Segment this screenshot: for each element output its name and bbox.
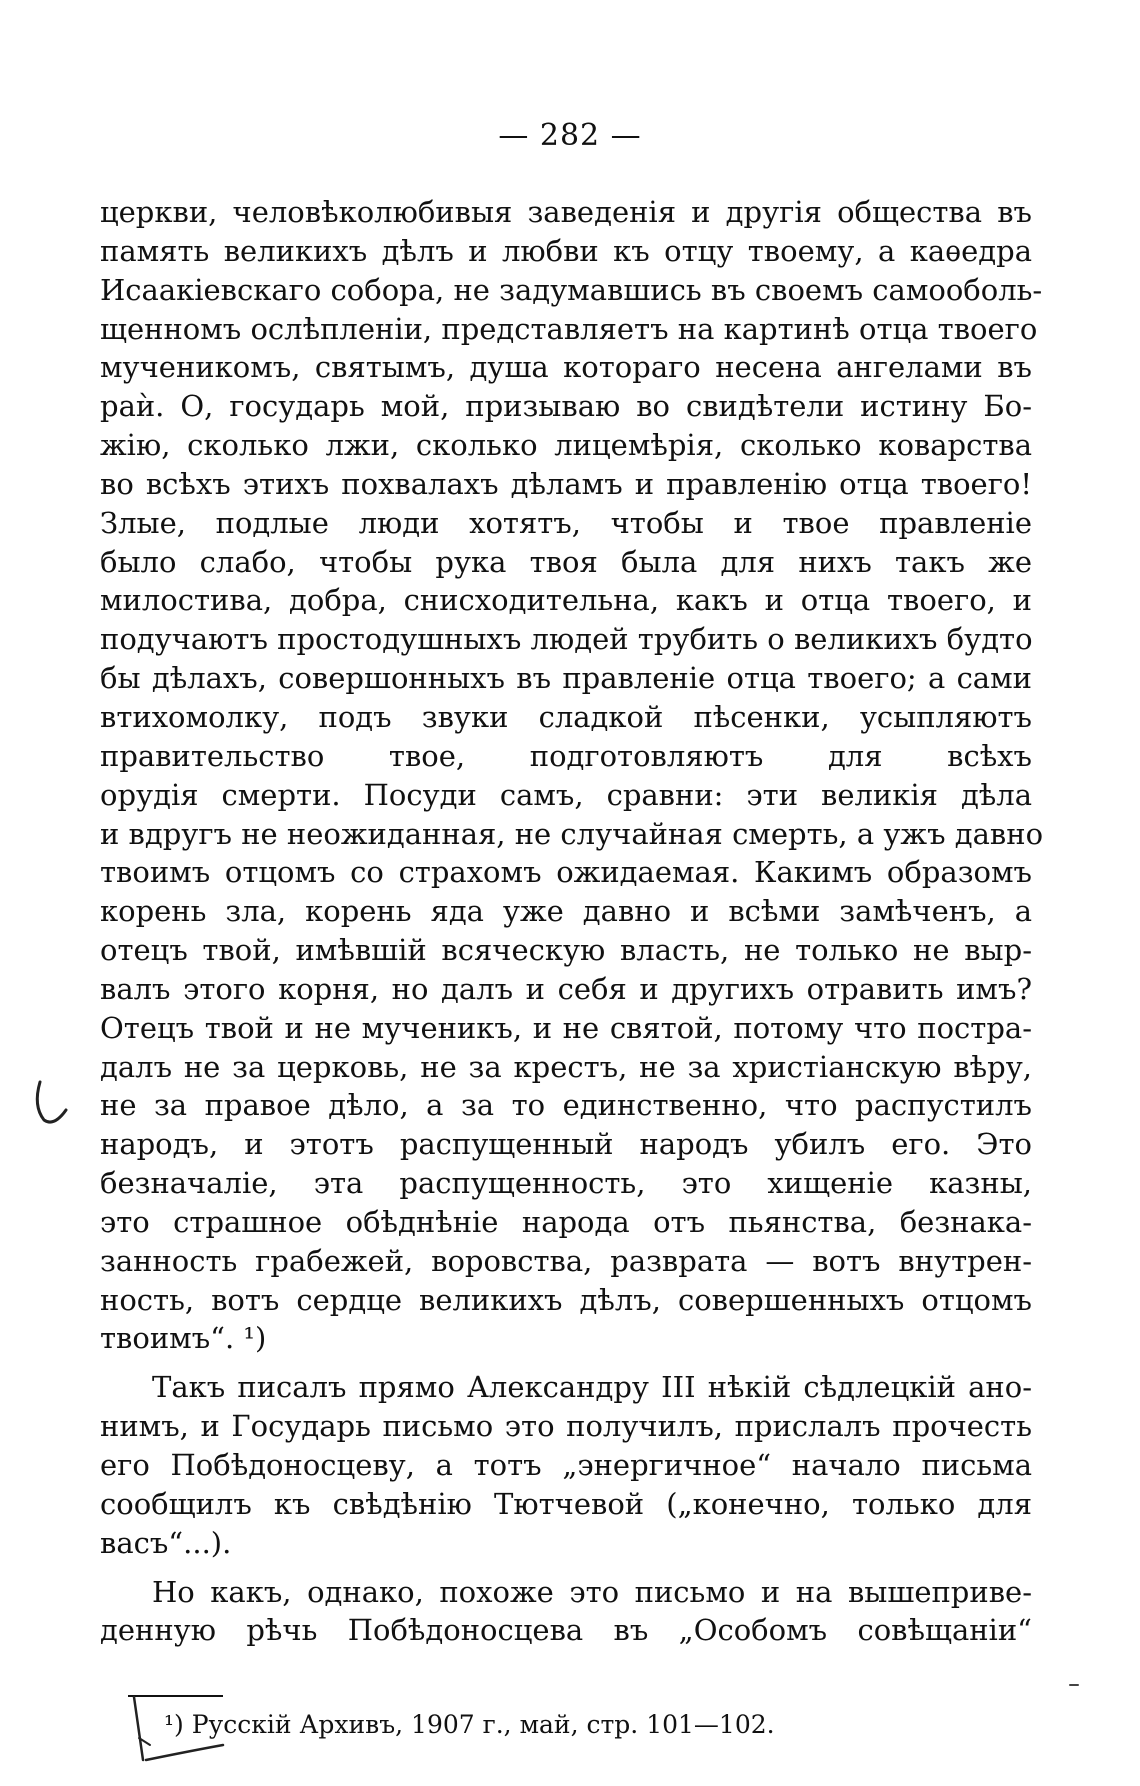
paragraph-2: [100, 1368, 1032, 1562]
text-line: бы дѣлахъ, совершонныхъ въ правленіе отца твоего; а сами: [100, 661, 1032, 696]
text-line: втихомолку, подъ звуки сладкой пѣсенки, усыпляютъ: [100, 699, 1032, 734]
text-line: ность, вотъ сердце великихъ дѣлъ, совершенныхъ отцомъ: [100, 1282, 1032, 1317]
text-line: занность грабежей, воровства, разврата — вотъ внутрен-: [100, 1243, 1032, 1278]
body-text: [100, 193, 1044, 1650]
text-line: отецъ твой, имѣвшій всяческую власть, не только не выр-: [100, 933, 1032, 968]
text-line: его Побѣдоносцеву, а тотъ „энергичное“ начало письма: [100, 1448, 1032, 1482]
text-line: подучаютъ простодушныхъ людей трубить о великихъ будто: [100, 622, 1033, 657]
paragraph-1: [100, 193, 1044, 1358]
text-line: и вдругъ не неожиданная, не случайная смерть, а ужъ давно: [100, 816, 1044, 851]
text-line: Но какъ, однако, похоже это письмо и на вышеприве-: [152, 1574, 1032, 1609]
text-line: это страшное обѣднѣніе народа отъ пьянства, безнака-: [100, 1204, 1032, 1239]
text-line: Злые, подлые люди хотятъ, чтобы и твое правленіе: [100, 505, 1032, 540]
text-line: мученикомъ, святымъ, душа котораго несена ангелами въ: [100, 350, 1032, 385]
text-line: сообщилъ къ свѣдѣнію Тютчевой („конечно, только для: [100, 1486, 1032, 1521]
text-line: корень зла, корень яда уже давно и всѣми замѣченъ, а: [100, 894, 1032, 929]
text-line: не за правое дѣло, а за то единственно, что распустилъ: [100, 1088, 1032, 1123]
text-line: орудія смерти. Посуди самъ, сравни: эти великія дѣла: [100, 777, 1032, 812]
text-line: жію, сколько лжи, сколько лицемѣрія, сколько коварства: [100, 428, 1032, 463]
text-line: церкви, человѣколюбивыя заведенія и другія общества въ: [100, 195, 1032, 229]
text-line: милостива, добра, снисходительна, какъ и отца твоего, и: [100, 583, 1032, 618]
text-line: Такъ писалъ прямо Александру III нѣкій сѣдлецкій ано-: [152, 1370, 1032, 1405]
text-line: Отецъ твой и не мученикъ, и не святой, потому что постра-: [100, 1010, 1032, 1045]
text-line: щенномъ ослѣпленіи, представляетъ на картинѣ отца твоего: [100, 311, 1038, 346]
text-line: твоимъ отцомъ со страхомъ ожидаемая. Какимъ образомъ: [100, 855, 1032, 890]
paragraph-3: [100, 1573, 1032, 1651]
text-line: раѝ. О, государь мой, призываю во свидѣтели истину Бо-: [100, 389, 1032, 424]
text-line: правительство твое, подготовляютъ для всѣхъ: [100, 738, 1032, 773]
text-line: Исаакіевскаго собора, не задумавшись въ своемъ самооболь-: [100, 272, 1043, 307]
text-line: во всѣхъ этихъ похвалахъ дѣламъ и правленію отца твоего!: [100, 466, 1032, 501]
page-number: — 282 —: [498, 118, 642, 153]
text-line: далъ не за церковь, не за крестъ, не за христіанскую вѣру,: [100, 1049, 1032, 1084]
text-line: валъ этого корня, но далъ и себя и другихъ отравить имъ?: [100, 971, 1032, 1006]
text-line: память великихъ дѣлъ и любви къ отцу твоему, а каѳедра: [100, 233, 1032, 268]
text-line: безначаліе, эта распущенность, это хищеніе казны,: [100, 1166, 1032, 1201]
text-line: народъ, и этотъ распущенный народъ убилъ его. Это: [100, 1127, 1032, 1162]
text-line: твоимъ“. ¹): [100, 1321, 267, 1356]
text-line: денную рѣчь Побѣдоносцева въ „Особомъ совѣщаніи“: [100, 1613, 1032, 1648]
text-line: нимъ, и Государь письмо это получилъ, прислалъ прочесть: [100, 1409, 1032, 1444]
footnote: ¹) Русскій Архивъ, 1907 г., май, стр. 101—102.: [164, 1710, 775, 1739]
text-line: васъ“...).: [100, 1525, 232, 1560]
text-line: было слабо, чтобы рука твоя была для нихъ такъ же: [100, 544, 1032, 579]
footnote-rule: [128, 1695, 223, 1697]
